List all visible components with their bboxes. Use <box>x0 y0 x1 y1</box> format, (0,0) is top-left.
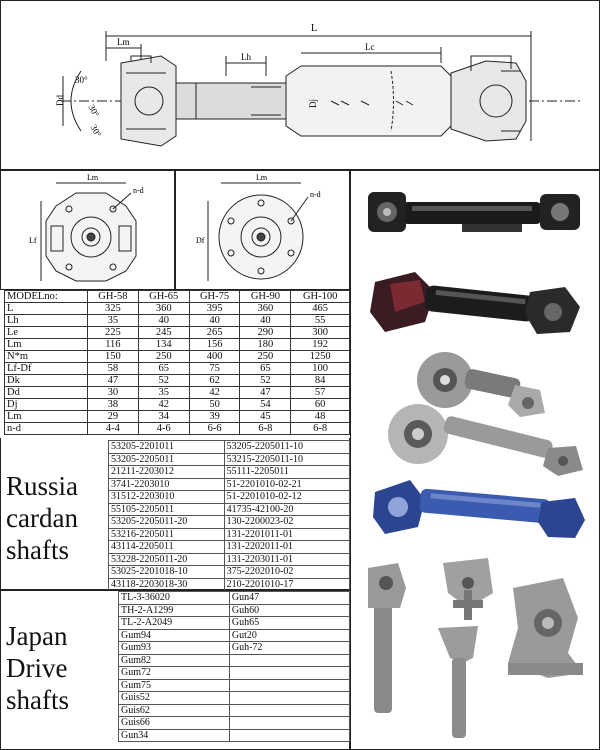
spec-value-cell: 360 <box>138 303 189 315</box>
flange2-Df: Df <box>196 236 205 245</box>
russia-part-number: 53215-2205011-10 <box>224 453 349 466</box>
spec-value-cell: 156 <box>189 339 240 351</box>
russia-part-number: 53205-2201011 <box>109 441 225 454</box>
russia-parts-row <box>109 566 350 579</box>
russia-part-number: 55105-2205011 <box>109 503 225 516</box>
spec-value-cell: 265 <box>189 327 240 339</box>
spec-value-cell: 116 <box>87 339 138 351</box>
spec-value-cell: 4-4 <box>87 423 138 435</box>
japan-parts-row <box>119 667 350 680</box>
spec-param-cell: Dd <box>5 387 88 399</box>
spec-value-cell: 360 <box>240 303 291 315</box>
dim-Lm: Lm <box>117 37 130 47</box>
spec-param-cell: Lf-Df <box>5 363 88 375</box>
spec-value-cell: 52 <box>240 375 291 387</box>
angle-label-2: 30° <box>86 102 102 119</box>
dim-Dj: Dj <box>308 99 318 108</box>
spec-header-cell: GH-100 <box>291 291 350 303</box>
flange1-nd: n-d <box>133 186 144 195</box>
russia-part-number: 51-2201010-02-12 <box>224 491 349 504</box>
spec-value-cell: 84 <box>291 375 350 387</box>
flange2-nd: n-d <box>310 190 321 199</box>
japan-part-number: Gum75 <box>119 679 230 692</box>
dim-Dd: Dd <box>55 95 65 106</box>
spec-table-body <box>5 303 350 435</box>
russia-parts-row <box>109 541 350 554</box>
spec-value-cell: 6-8 <box>240 423 291 435</box>
russia-label-line: shafts <box>6 535 69 565</box>
russia-parts-row <box>109 491 350 504</box>
spec-value-cell: 50 <box>189 399 240 411</box>
japan-part-number: Guis62 <box>119 704 230 717</box>
spec-value-cell: 134 <box>138 339 189 351</box>
japan-part-number: TH-2-A1299 <box>119 604 230 617</box>
spec-value-cell: 38 <box>87 399 138 411</box>
dim-L: L <box>311 23 318 34</box>
spec-value-cell: 40 <box>189 315 240 327</box>
dim-Lc: Lc <box>365 42 375 52</box>
spec-row <box>5 375 350 387</box>
russia-part-number: 3741-2203010 <box>109 478 225 491</box>
japan-part-number <box>229 704 349 717</box>
russia-part-number: 53205-2205011 <box>109 453 225 466</box>
japan-label <box>6 620 69 716</box>
russia-parts-row <box>109 441 350 454</box>
japan-part-number <box>229 667 349 680</box>
spec-param-cell: n-d <box>5 423 88 435</box>
japan-parts-row <box>119 604 350 617</box>
spec-value-cell: 4-6 <box>138 423 189 435</box>
spec-param-cell: N*m <box>5 351 88 363</box>
spec-value-cell: 42 <box>138 399 189 411</box>
japan-parts-row <box>119 704 350 717</box>
russia-parts-row <box>109 516 350 529</box>
spec-value-cell: 62 <box>189 375 240 387</box>
spec-value-cell: 465 <box>291 303 350 315</box>
russia-parts-row <box>109 466 350 479</box>
spec-row <box>5 351 350 363</box>
japan-part-number: Gun34 <box>119 729 230 742</box>
japan-parts-row <box>119 642 350 655</box>
flange2-Lm: Lm <box>256 173 268 182</box>
spec-value-cell: 40 <box>138 315 189 327</box>
russia-part-number: 375-2202010-02 <box>224 566 349 579</box>
spec-value-cell: 150 <box>87 351 138 363</box>
spec-header-row <box>5 291 350 303</box>
blue-cardan-shaft-photo <box>370 472 590 542</box>
russia-parts-table <box>108 440 350 591</box>
spec-value-cell: 65 <box>240 363 291 375</box>
russia-part-number: 131-2201011-01 <box>224 528 349 541</box>
japan-parts-row <box>119 679 350 692</box>
spec-header-cell: MODELno: <box>5 291 88 303</box>
japan-parts-row <box>119 654 350 667</box>
spec-value-cell: 250 <box>138 351 189 363</box>
angle-label-1: 30° <box>75 75 88 85</box>
japan-label-line: Japan <box>6 621 68 651</box>
spec-value-cell: 40 <box>240 315 291 327</box>
spec-value-cell: 39 <box>189 411 240 423</box>
japan-parts-row <box>119 692 350 705</box>
spec-param-cell: Lh <box>5 315 88 327</box>
spec-header-cell: GH-65 <box>138 291 189 303</box>
russia-parts-row <box>109 478 350 491</box>
spec-header-cell: GH-90 <box>240 291 291 303</box>
flange1-Lf: Lf <box>29 236 37 245</box>
japan-part-number <box>229 717 349 730</box>
spec-value-cell: 55 <box>291 315 350 327</box>
spec-value-cell: 47 <box>87 375 138 387</box>
japan-label-line: Drive <box>6 653 68 683</box>
flange1-Lm: Lm <box>87 173 99 182</box>
japan-part-number: Gun47 <box>229 592 349 605</box>
japan-parts-row <box>119 717 350 730</box>
spec-row <box>5 315 350 327</box>
spec-table <box>4 290 350 435</box>
dim-Lh: Lh <box>241 52 251 62</box>
spec-value-cell: 290 <box>240 327 291 339</box>
spec-value-cell: 30 <box>87 387 138 399</box>
spec-value-cell: 60 <box>291 399 350 411</box>
russia-parts-row <box>109 503 350 516</box>
russia-part-number: 131-2203011-01 <box>224 553 349 566</box>
russia-part-number: 53205-2205011-10 <box>224 441 349 454</box>
spec-value-cell: 180 <box>240 339 291 351</box>
japan-parts-row <box>119 629 350 642</box>
japan-part-number: Gut20 <box>229 629 349 642</box>
spec-value-cell: 57 <box>291 387 350 399</box>
spec-value-cell: 75 <box>189 363 240 375</box>
spec-value-cell: 325 <box>87 303 138 315</box>
spec-value-cell: 45 <box>240 411 291 423</box>
japan-part-number: Gum72 <box>119 667 230 680</box>
angle-label-3: 30° <box>88 122 104 139</box>
spec-row <box>5 339 350 351</box>
flange-drawing-left <box>0 170 175 290</box>
spec-value-cell: 225 <box>87 327 138 339</box>
japan-part-number: Guh60 <box>229 604 349 617</box>
red-cardan-shaft-photo <box>365 262 587 342</box>
spec-value-cell: 300 <box>291 327 350 339</box>
russia-label <box>6 470 78 566</box>
yokes-and-cross-photo <box>358 548 593 743</box>
flanged-shaft-photo <box>378 398 588 480</box>
spec-param-cell: Dk <box>5 375 88 387</box>
japan-part-number: TL-2-A2049 <box>119 617 230 630</box>
spec-value-cell: 29 <box>87 411 138 423</box>
top-drawing-panel <box>0 0 600 170</box>
japan-parts-row <box>119 729 350 742</box>
spec-row <box>5 327 350 339</box>
spec-row <box>5 423 350 435</box>
japan-parts-row <box>119 592 350 605</box>
russia-part-number: 31512-2203010 <box>109 491 225 504</box>
spec-row <box>5 387 350 399</box>
flange-drawing-right <box>175 170 350 290</box>
black-cardan-shaft-photo <box>362 180 587 255</box>
spec-value-cell: 1250 <box>291 351 350 363</box>
japan-part-number: Gum82 <box>119 654 230 667</box>
russia-parts-row <box>109 578 350 591</box>
spec-value-cell: 35 <box>87 315 138 327</box>
spec-row <box>5 399 350 411</box>
spec-value-cell: 6-8 <box>291 423 350 435</box>
russia-part-number: 55111-2205011 <box>224 466 349 479</box>
japan-parts-row <box>119 617 350 630</box>
japan-part-number: Gum94 <box>119 629 230 642</box>
spec-param-cell: Le <box>5 327 88 339</box>
japan-part-number: Guis66 <box>119 717 230 730</box>
russia-parts-row <box>109 528 350 541</box>
russia-part-number: 43118-2203018-30 <box>109 578 225 591</box>
spec-value-cell: 52 <box>138 375 189 387</box>
russia-part-number: 53228-2205011-20 <box>109 553 225 566</box>
russia-part-number: 53216-2205011 <box>109 528 225 541</box>
japan-label-line: shafts <box>6 685 69 715</box>
spec-row <box>5 303 350 315</box>
spec-value-cell: 34 <box>138 411 189 423</box>
japan-part-number: Guis52 <box>119 692 230 705</box>
spec-value-cell: 35 <box>138 387 189 399</box>
shaft-technical-drawing <box>1 1 599 169</box>
spec-value-cell: 48 <box>291 411 350 423</box>
russia-parts-row <box>109 453 350 466</box>
spec-value-cell: 400 <box>189 351 240 363</box>
japan-part-number <box>229 654 349 667</box>
spec-value-cell: 65 <box>138 363 189 375</box>
russia-part-number: 51-2201010-02-21 <box>224 478 349 491</box>
spec-value-cell: 58 <box>87 363 138 375</box>
spec-param-cell: Dj <box>5 399 88 411</box>
spec-header-cell: GH-75 <box>189 291 240 303</box>
russia-part-number: 131-2202011-01 <box>224 541 349 554</box>
japan-part-number: Gum93 <box>119 642 230 655</box>
japan-part-number: TL-3-36020 <box>119 592 230 605</box>
spec-value-cell: 6-6 <box>189 423 240 435</box>
russia-parts-row <box>109 553 350 566</box>
spec-value-cell: 245 <box>138 327 189 339</box>
spec-param-cell: Lm <box>5 411 88 423</box>
russia-label-line: cardan <box>6 503 78 533</box>
japan-part-number <box>229 679 349 692</box>
spec-param-cell: Lm <box>5 339 88 351</box>
russia-part-number: 53025-2201018-10 <box>109 566 225 579</box>
spec-value-cell: 42 <box>189 387 240 399</box>
japan-part-number <box>229 692 349 705</box>
russia-part-number: 41735-42100-20 <box>224 503 349 516</box>
russia-part-number: 43114-2205011 <box>109 541 225 554</box>
russia-part-number: 21211-2203012 <box>109 466 225 479</box>
japan-part-number: Guh-72 <box>229 642 349 655</box>
russia-part-number: 53205-2205011-20 <box>109 516 225 529</box>
spec-row <box>5 363 350 375</box>
japan-part-number: Guh65 <box>229 617 349 630</box>
japan-part-number <box>229 729 349 742</box>
spec-value-cell: 250 <box>240 351 291 363</box>
spec-header-cell: GH-58 <box>87 291 138 303</box>
spec-value-cell: 47 <box>240 387 291 399</box>
spec-row <box>5 411 350 423</box>
russia-label-line: Russia <box>6 471 79 501</box>
spec-value-cell: 100 <box>291 363 350 375</box>
russia-part-number: 130-2200023-02 <box>224 516 349 529</box>
russia-part-number: 210-2201010-17 <box>224 578 349 591</box>
spec-value-cell: 54 <box>240 399 291 411</box>
spec-param-cell: L <box>5 303 88 315</box>
japan-parts-table <box>118 591 350 742</box>
spec-value-cell: 395 <box>189 303 240 315</box>
spec-value-cell: 192 <box>291 339 350 351</box>
